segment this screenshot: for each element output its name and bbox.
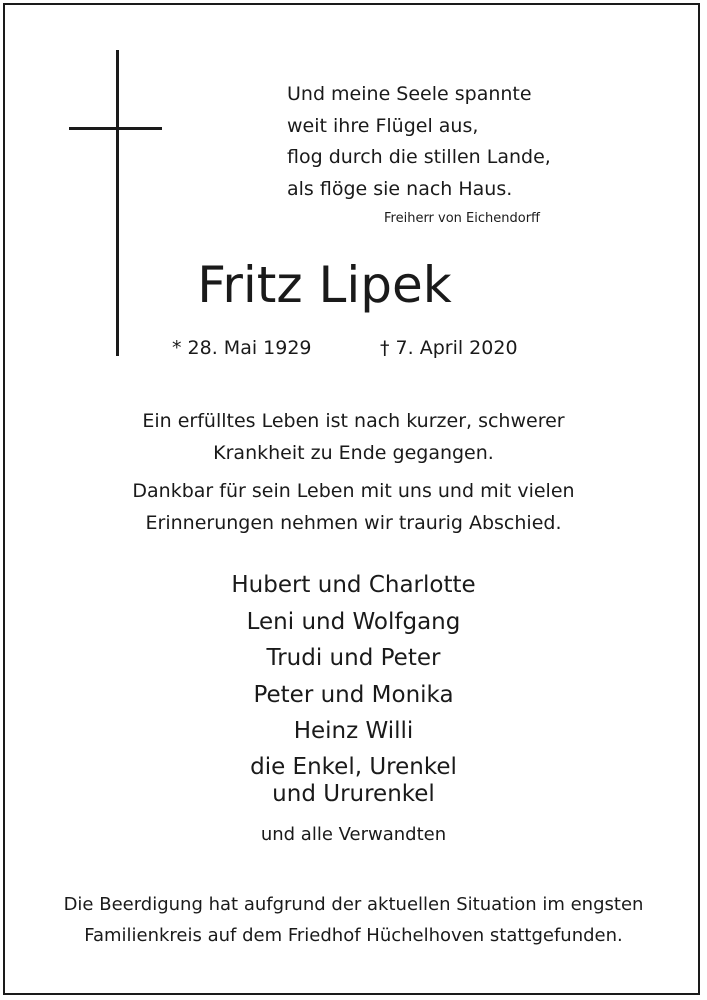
mourner-name: die Enkel, Urenkel — [250, 753, 457, 780]
funeral-note — [0, 889, 707, 951]
message-paragraph-2 — [0, 475, 707, 539]
mourner-name: Peter und Monika — [253, 681, 454, 708]
message-line: Dankbar für sein Leben mit uns und mit vielen — [132, 480, 575, 502]
deceased-name: Fritz Lipek — [197, 256, 452, 314]
message-line: Ein erfülltes Leben ist nach kurzer, schwerer — [142, 410, 565, 432]
funeral-line: Die Beerdigung hat aufgrund der aktuellen Situation im engsten — [63, 894, 644, 915]
mourner-name: und Ururenkel — [272, 780, 435, 807]
mourner-name: Hubert und Charlotte — [231, 572, 476, 598]
death-date: † 7. April 2020 — [380, 337, 518, 359]
message-line: Krankheit zu Ende gegangen. — [213, 442, 494, 464]
poem-line: flog durch die stillen Lande, — [287, 146, 551, 168]
mourner-name: Leni und Wolfgang — [246, 608, 461, 635]
cross-icon-horizontal — [69, 127, 162, 130]
poem-line: Und meine Seele spannte — [287, 83, 532, 105]
poem-line: weit ihre Flügel aus, — [287, 114, 479, 137]
mourner-name: Trudi und Peter — [266, 645, 441, 671]
poem-line: als flöge sie nach Haus. — [287, 177, 513, 200]
message-line: Erinnerungen nehmen wir traurig Abschied. — [145, 512, 562, 534]
mourner-name: Heinz Willi — [293, 718, 414, 744]
mourners-list — [0, 567, 707, 808]
poem-author: Freiherr von Eichendorff — [384, 211, 541, 226]
birth-date: * 28. Mai 1929 — [172, 337, 312, 359]
funeral-line: Familienkreis auf dem Friedhof Hüchelhoven stattgefunden. — [84, 925, 623, 946]
poem — [287, 79, 551, 205]
message-paragraph-1 — [0, 405, 707, 469]
relatives-line: und alle Verwandten — [260, 824, 447, 845]
deceased-name-block — [0, 248, 707, 322]
